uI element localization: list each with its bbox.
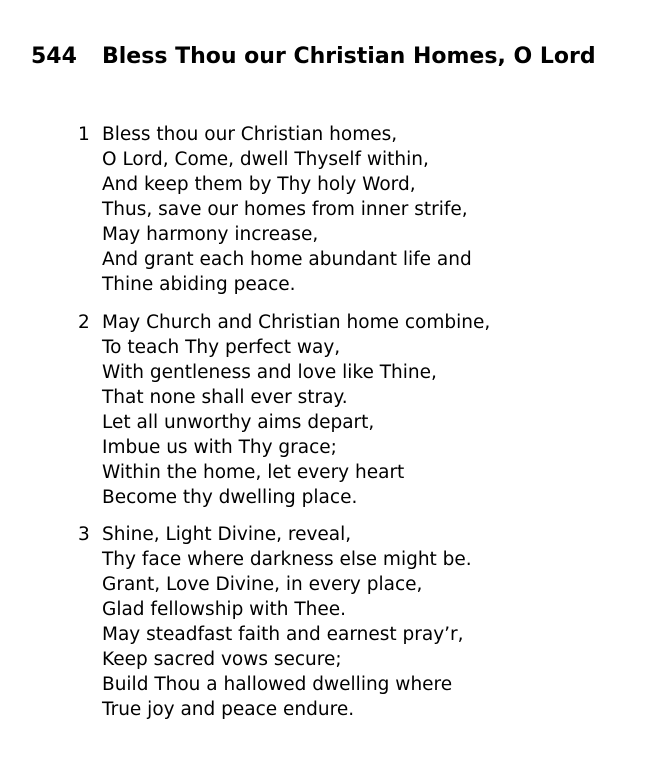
verse-line: Keep sacred vows secure; (102, 649, 342, 670)
verse-number: 1 (78, 124, 90, 145)
verse-lines (102, 310, 638, 510)
verse-line: That none shall ever stray. (102, 386, 348, 408)
verse-1 (78, 122, 638, 297)
verse-line: Grant, Love Divine, in every place, (102, 574, 423, 595)
verse-line: O Lord, Come, dwell Thyself within, (102, 149, 429, 170)
verse-3 (78, 522, 638, 722)
verse-line: And grant each home abundant life and (102, 249, 472, 270)
verse-line: True joy and peace endure. (102, 699, 355, 720)
hymn-header (31, 42, 596, 72)
verse-line: May steadfast faith and earnest pray’r, (102, 624, 464, 645)
verse-number: 2 (78, 311, 90, 333)
verse-line: Bless thou our Christian homes, (102, 124, 398, 145)
hymn-title: Bless Thou our Christian Homes, O Lord (102, 44, 596, 69)
verse-line: Thy face where darkness else might be. (102, 549, 472, 570)
verse-2 (78, 310, 638, 510)
verse-line: Thine abiding peace. (102, 274, 296, 295)
verse-lines (102, 522, 638, 722)
verse-line: With gentleness and love like Thine, (102, 361, 437, 383)
verse-line: And keep them by Thy holy Word, (102, 174, 416, 195)
verse-line: Become thy dwelling place. (102, 486, 358, 508)
verse-line: Build Thou a hallowed dwelling where (102, 674, 453, 695)
verse-line: Thus, save our homes from inner strife, (102, 199, 468, 220)
verse-lines (102, 122, 638, 297)
verse-number: 3 (78, 524, 90, 545)
verse-line: May harmony increase, (102, 224, 319, 245)
verses (78, 122, 638, 735)
verse-line: Imbue us with Thy grace; (102, 436, 337, 458)
hymn-number: 544 (31, 44, 77, 69)
verse-line: To teach Thy perfect way, (102, 336, 341, 358)
verse-line: May Church and Christian home combine, (102, 311, 491, 333)
verse-line: Glad fellowship with Thee. (102, 599, 346, 620)
verse-line: Shine, Light Divine, reveal, (102, 524, 352, 545)
verse-line: Within the home, let every heart (102, 461, 405, 483)
verse-line: Let all unworthy aims depart, (102, 411, 375, 433)
